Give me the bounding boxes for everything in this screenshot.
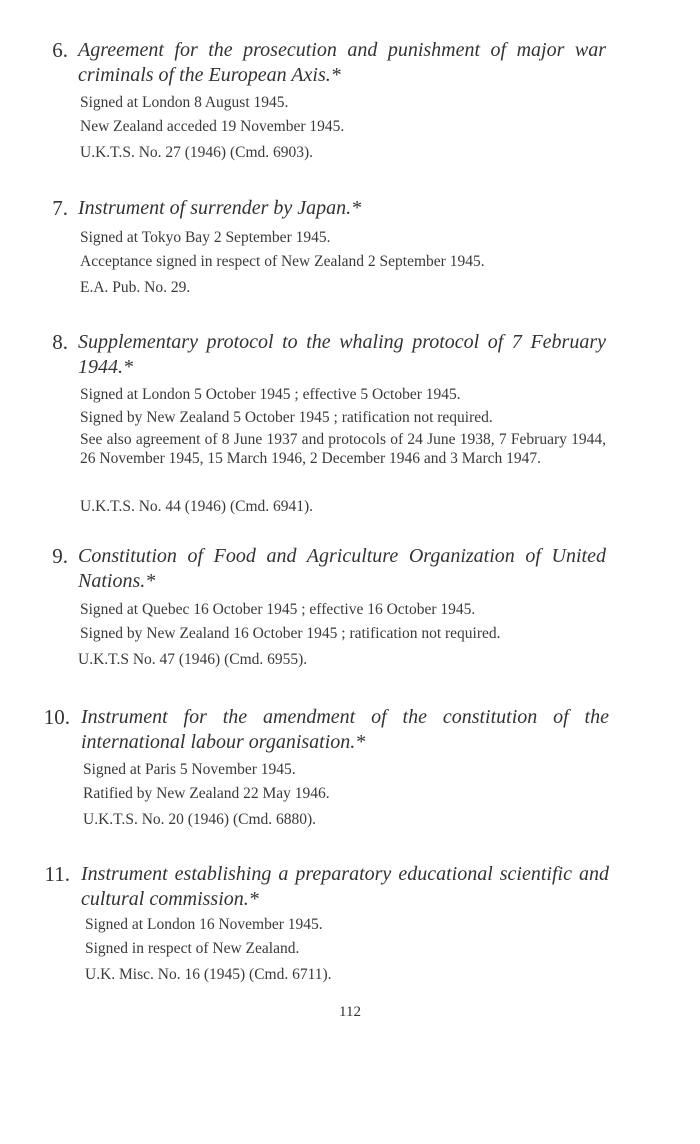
entry-line: Signed at Paris 5 November 1945.: [83, 761, 296, 778]
entry-title: Instrument establishing a preparatory educational scientific and cultural commission.*: [81, 863, 609, 910]
entry-note: See also agreement of 8 June 1937 and protocols of 24 June 1938, 7 February 1944, 26 November 1945, 15 March 1946, 2 December 1946 and 3 March 1947.: [80, 431, 606, 467]
entry-number: 11.: [44, 862, 70, 886]
entry-reference: E.A. Pub. No. 29.: [80, 279, 191, 296]
entry-title: Agreement for the prosecution and punishment of major war criminals of the European Axis.*: [78, 39, 606, 86]
entry-line: Signed in respect of New Zealand.: [85, 940, 300, 957]
entry-line: Signed at London 16 November 1945.: [85, 916, 323, 933]
entry-line: Signed at Tokyo Bay 2 September 1945.: [80, 229, 331, 246]
entry-line: Signed at Quebec 16 October 1945 ; effective 16 October 1945.: [80, 601, 476, 618]
entry-title: Instrument of surrender by Japan.*: [78, 197, 362, 219]
page-number: 112: [339, 1004, 361, 1020]
entry-reference: U.K.T.S. No. 44 (1946) (Cmd. 6941).: [80, 498, 314, 515]
entry-line: Acceptance signed in respect of New Zealand 2 September 1945.: [80, 253, 485, 270]
entry-reference: U.K. Misc. No. 16 (1945) (Cmd. 6711).: [85, 966, 332, 983]
entry-line: New Zealand acceded 19 November 1945.: [80, 118, 345, 135]
entry-reference: U.K.T.S No. 47 (1946) (Cmd. 6955).: [78, 651, 308, 668]
entry-number: 7.: [52, 196, 68, 220]
entry-line: Signed at London 5 October 1945 ; effective 5 October 1945.: [80, 386, 461, 403]
entry-number: 6.: [52, 38, 68, 62]
entry-title: Constitution of Food and Agriculture Organization of United Nations.*: [78, 545, 606, 592]
entry-reference: U.K.T.S. No. 20 (1946) (Cmd. 6880).: [83, 811, 317, 828]
entry-line: Ratified by New Zealand 22 May 1946.: [83, 785, 330, 802]
entry-line: Signed by New Zealand 5 October 1945 ; ratification not required.: [80, 409, 493, 426]
entry-title: Instrument for the amendment of the constitution of the international labour organisation.*: [81, 706, 609, 753]
entry-number: 9.: [52, 544, 68, 568]
entry-line: Signed by New Zealand 16 October 1945 ; ratification not required.: [80, 625, 501, 642]
entry-title: Supplementary protocol to the whaling protocol of 7 February 1944.*: [78, 331, 606, 378]
entry-reference: U.K.T.S. No. 27 (1946) (Cmd. 6903).: [80, 144, 314, 161]
entry-number: 10.: [43, 705, 70, 729]
entry-line: Signed at London 8 August 1945.: [80, 94, 289, 111]
entry-number: 8.: [52, 330, 68, 354]
